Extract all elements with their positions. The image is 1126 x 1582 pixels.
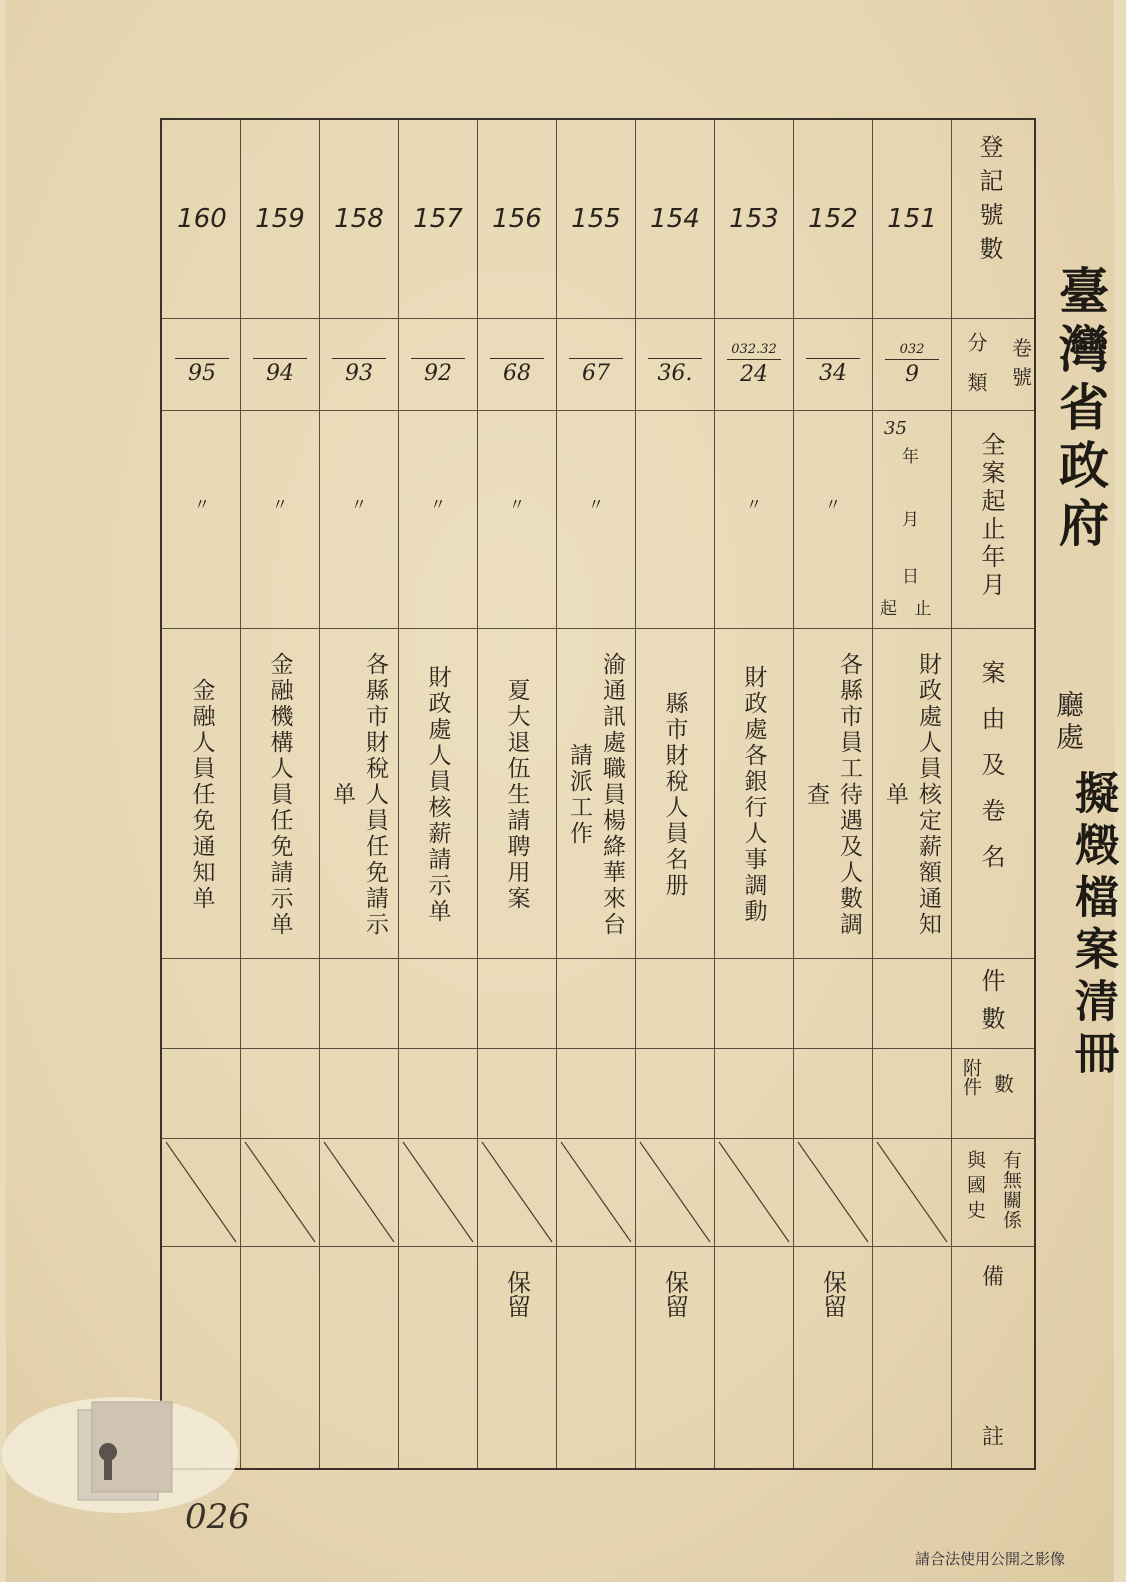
fraction-line — [490, 358, 544, 359]
header-attachment: 附件 — [960, 1058, 982, 1096]
period-ditto: 〃 — [350, 495, 367, 514]
fraction-line — [411, 358, 465, 359]
period-ditto: 〃 — [193, 495, 210, 514]
volume-number-cell — [163, 342, 241, 386]
case-name: 各縣市財稅人員任免請示单 — [329, 652, 388, 938]
case-name-cell — [794, 640, 872, 950]
row-divider — [162, 628, 1034, 629]
classification-code — [478, 342, 556, 356]
classification-code — [557, 342, 635, 356]
volume-number-cell — [399, 342, 477, 386]
remark-cell — [715, 1270, 793, 1390]
case-name-cell — [557, 640, 635, 950]
diagonal-mark — [640, 1142, 710, 1242]
diagonal-mark — [877, 1142, 947, 1242]
header-attachment-count: 數 — [994, 1072, 1014, 1096]
period-ditto: 〃 — [271, 495, 288, 514]
case-name-cell — [163, 640, 241, 950]
remark-cell — [320, 1270, 398, 1390]
header-vol-top: 卷 號 — [1012, 336, 1052, 389]
registration-number: 156 — [492, 204, 542, 234]
classification-code — [636, 342, 714, 356]
period-month-label: 月 — [902, 510, 919, 530]
period-year-label: 年 — [902, 447, 919, 467]
diagonal-mark — [403, 1142, 473, 1242]
volume-number: 68 — [503, 361, 531, 386]
volume-number-cell — [478, 342, 556, 386]
diagonal-mark — [166, 1142, 236, 1242]
volume-number-cell — [873, 342, 951, 387]
case-name: 財政處各銀行人事調動 — [740, 665, 767, 925]
header-remarks-bottom: 註 — [982, 1425, 1005, 1450]
period-year-value: 35 — [884, 418, 907, 439]
register-table — [160, 118, 1052, 1470]
case-name-cell — [636, 640, 714, 950]
period-ditto: 〃 — [745, 495, 762, 514]
case-name-cell — [715, 640, 793, 950]
remark-cell — [873, 1270, 951, 1390]
case-name: 金融人員任免通知单 — [188, 678, 215, 912]
diagonal-mark — [798, 1142, 868, 1242]
period-ditto: 〃 — [824, 495, 841, 514]
period-ditto: 〃 — [587, 495, 604, 514]
row-divider — [162, 958, 1034, 959]
header-count: 件數 — [977, 968, 1005, 1044]
remark-cell — [399, 1270, 477, 1390]
volume-number: 36. — [657, 361, 693, 386]
remark-cell — [636, 1270, 714, 1390]
volume-number-cell — [636, 342, 714, 386]
fraction-line — [253, 358, 307, 359]
remark-cell — [478, 1270, 556, 1390]
row-divider — [162, 318, 1034, 319]
remark-cell — [794, 1270, 872, 1390]
diagonal-mark — [561, 1142, 631, 1242]
header-national-history: 與國史 — [964, 1150, 986, 1225]
volume-number-cell — [320, 342, 398, 386]
registration-number: 158 — [334, 204, 384, 234]
registration-number: 153 — [729, 204, 779, 234]
fraction-line — [569, 358, 623, 359]
volume-number: 34 — [819, 361, 847, 386]
registration-number: 157 — [413, 204, 463, 234]
period-ditto: 〃 — [429, 495, 446, 514]
registration-number: 155 — [571, 204, 621, 234]
header-period: 全案起止年月 — [977, 432, 1005, 600]
document-title: 臺灣省政府 — [1051, 265, 1110, 555]
case-name: 各縣市員工待遇及人數調查 — [803, 652, 862, 938]
volume-number: 67 — [582, 361, 610, 386]
fraction-line — [332, 358, 386, 359]
volume-number: 9 — [905, 362, 919, 387]
case-name: 縣市財稅人員名册 — [661, 691, 688, 899]
volume-number: 94 — [266, 361, 294, 386]
volume-number-cell — [715, 342, 793, 387]
registration-number: 154 — [650, 204, 700, 234]
remark-text: 保留 — [660, 1270, 689, 1318]
case-name-cell — [241, 640, 319, 950]
page-number: 026 — [185, 1497, 250, 1537]
volume-number-cell — [794, 342, 872, 386]
diagonal-mark — [245, 1142, 315, 1242]
case-name: 財政處人員核定薪額通知单 — [882, 652, 941, 938]
case-name: 夏大退伍生請聘用案 — [503, 678, 530, 912]
classification-code — [241, 342, 319, 356]
fraction-line — [175, 358, 229, 359]
row-divider — [162, 1246, 1034, 1247]
case-name-cell — [478, 640, 556, 950]
classification-code — [399, 342, 477, 356]
diagonal-mark — [324, 1142, 394, 1242]
volume-number: 93 — [345, 361, 373, 386]
header-vol-bottom: 分 類 — [964, 332, 988, 392]
column-divider — [951, 120, 952, 1468]
classification-code — [320, 342, 398, 356]
fraction-line — [727, 359, 781, 360]
registration-number: 159 — [255, 204, 305, 234]
period-day-label: 日 — [902, 567, 919, 587]
header-reg-no: 登記號數 — [975, 134, 1003, 270]
remark-cell — [241, 1270, 319, 1390]
classification-code: 032.32 — [731, 342, 777, 357]
case-name-cell — [320, 640, 398, 950]
volume-number: 95 — [188, 361, 216, 386]
department-label: 廳處 — [1052, 690, 1085, 754]
volume-number: 24 — [740, 362, 768, 387]
remark-text: 保留 — [818, 1270, 847, 1318]
row-divider — [162, 1048, 1034, 1049]
usage-notice: 請合法使用公開之影像 — [915, 1550, 1066, 1568]
registration-number: 152 — [808, 204, 858, 234]
fraction-line — [648, 358, 702, 359]
volume-number-cell — [557, 342, 635, 386]
header-remarks-top: 備 — [982, 1265, 1005, 1290]
registration-number: 151 — [887, 204, 937, 234]
diagonal-mark — [719, 1142, 789, 1242]
document-subtitle: 擬燬檔案清冊 — [1067, 770, 1118, 1082]
registration-number: 160 — [177, 204, 227, 234]
case-name-cell — [873, 640, 951, 950]
classification-code — [794, 342, 872, 356]
remark-cell — [163, 1270, 241, 1390]
case-name: 金融機構人員任免請示单 — [266, 652, 293, 938]
case-name: 渝通訊處職員楊絳華來台請派工作 — [566, 652, 625, 938]
remark-text: 保留 — [502, 1270, 531, 1318]
period-start-end-label: 起 止 — [880, 599, 938, 619]
classification-code — [163, 342, 241, 356]
national-history-diagonals — [162, 1138, 951, 1246]
diagonal-mark — [482, 1142, 552, 1242]
period-ditto: 〃 — [508, 495, 525, 514]
fraction-line — [885, 359, 939, 360]
header-relation: 有無關係 — [1000, 1150, 1022, 1230]
classification-code: 032 — [899, 342, 925, 357]
volume-number: 92 — [424, 361, 452, 386]
case-name-cell — [399, 640, 477, 950]
row-divider — [162, 410, 1034, 411]
remark-cell — [557, 1270, 635, 1390]
header-case-name: 案由及卷名 — [977, 660, 1005, 890]
volume-number-cell — [241, 342, 319, 386]
case-name: 財政處人員核薪請示单 — [424, 665, 451, 925]
fraction-line — [806, 358, 860, 359]
